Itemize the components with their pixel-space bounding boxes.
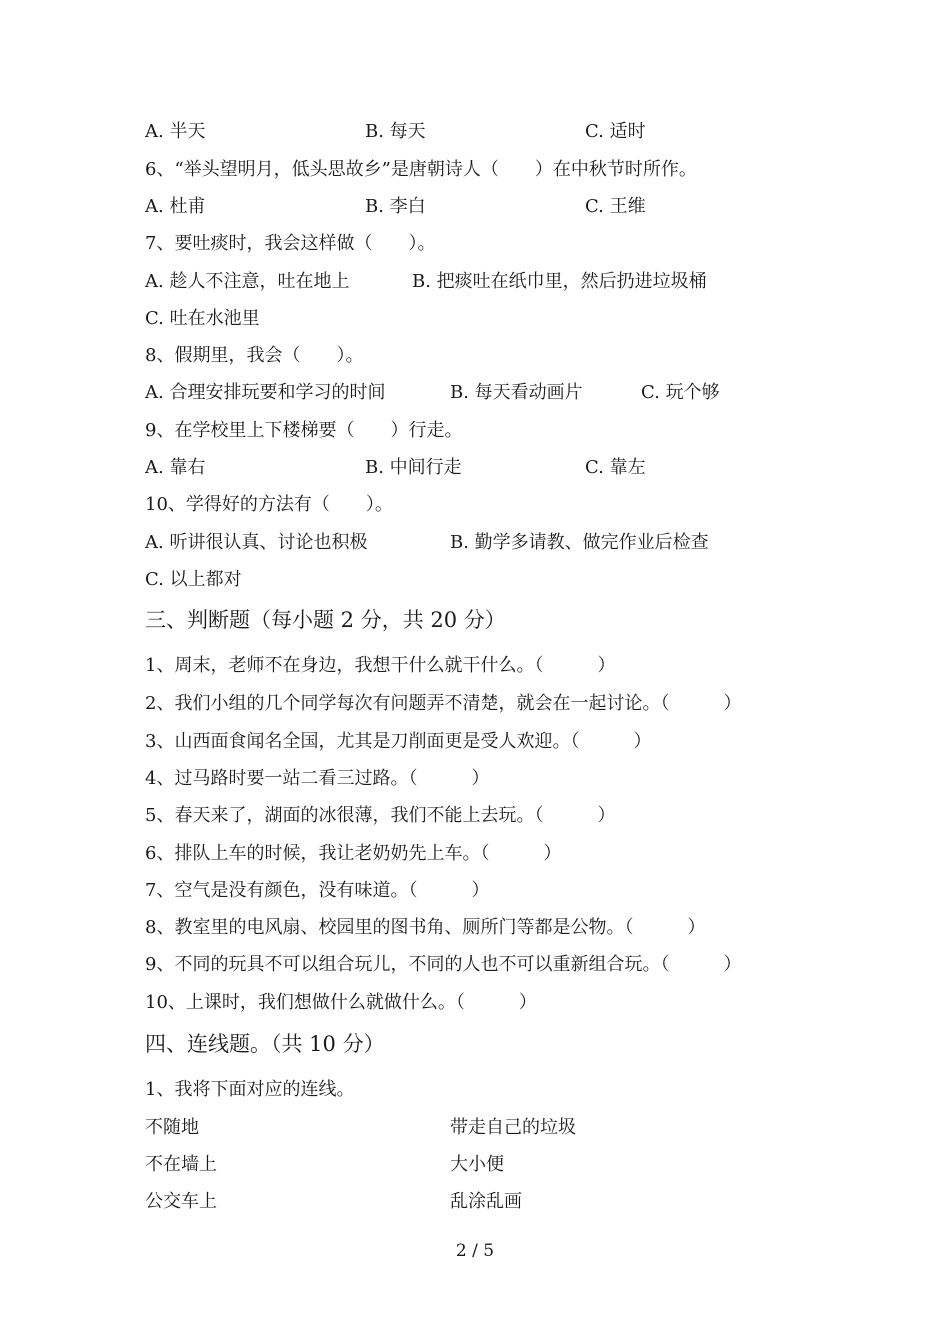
judge-item: 4、过马路时要一站二看三过路。（ ） — [145, 768, 490, 789]
q9-option-b: B. 中间行走 — [365, 457, 462, 478]
match-left-item: 公交车上 — [145, 1191, 217, 1212]
q7-option-a: A. 趁人不注意，吐在地上 — [145, 271, 350, 292]
q5-option-c: C. 适时 — [585, 121, 646, 142]
q10-option-b: B. 勤学多请教、做完作业后检查 — [450, 532, 709, 553]
q8-option-b: B. 每天看动画片 — [450, 382, 583, 403]
judge-item: 10、上课时，我们想做什么就做什么。（ ） — [145, 992, 537, 1013]
q9-stem: 9、在学校里上下楼梯要（ ）行走。 — [145, 420, 463, 441]
match-right-item: 乱涂乱画 — [450, 1191, 522, 1212]
q7-option-c: C. 吐在水池里 — [145, 308, 260, 329]
q8-option-c: C. 玩个够 — [641, 382, 720, 403]
judge-item: 1、周末，老师不在身边，我想干什么就干什么。（ ） — [145, 655, 616, 676]
q6-stem: 6、“举头望明月，低头思故乡”是唐朝诗人（ ）在中秋节时所作。 — [145, 159, 697, 180]
q6-option-c: C. 王维 — [585, 196, 646, 217]
q5-option-a: A. 半天 — [145, 121, 206, 142]
q9-option-c: C. 靠左 — [585, 457, 646, 478]
q10-stem: 10、学得好的方法有（ ）。 — [145, 494, 393, 515]
judge-item: 7、空气是没有颜色，没有味道。（ ） — [145, 880, 490, 901]
page-number: 2 / 5 — [455, 1241, 495, 1261]
match-right-item: 带走自己的垃圾 — [450, 1117, 576, 1138]
match-left-item: 不在墙上 — [145, 1154, 217, 1175]
q5-option-b: B. 每天 — [365, 121, 426, 142]
match-right-item: 大小便 — [450, 1154, 504, 1175]
section4-heading: 四、连线题。（共 10 分） — [145, 1032, 385, 1056]
section4-instruction: 1、我将下面对应的连线。 — [145, 1079, 355, 1100]
q7-option-b: B. 把痰吐在纸巾里，然后扔进垃圾桶 — [412, 271, 707, 292]
q10-option-c: C. 以上都对 — [145, 569, 242, 590]
match-left-item: 不随地 — [145, 1117, 199, 1138]
q8-stem: 8、假期里，我会（ ）。 — [145, 345, 364, 366]
q10-option-a: A. 听讲很认真、讨论也积极 — [145, 532, 368, 553]
judge-item: 5、春天来了，湖面的冰很薄，我们不能上去玩。（ ） — [145, 805, 616, 826]
q9-option-a: A. 靠右 — [145, 457, 206, 478]
judge-item: 8、教室里的电风扇、校园里的图书角、厕所门等都是公物。（ ） — [145, 917, 706, 938]
judge-item: 2、我们小组的几个同学每次有问题弄不清楚，就会在一起讨论。（ ） — [145, 693, 742, 714]
q8-option-a: A. 合理安排玩要和学习的时间 — [145, 382, 386, 403]
q6-option-a: A. 杜甫 — [145, 196, 206, 217]
judge-item: 3、山西面食闻名全国，尤其是刀削面更是受人欢迎。（ ） — [145, 731, 652, 752]
q7-stem: 7、要吐痰时，我会这样做（ ）。 — [145, 233, 436, 254]
section3-heading: 三、判断题（每小题 2 分，共 20 分） — [145, 608, 506, 632]
q6-option-b: B. 李白 — [365, 196, 426, 217]
judge-item: 9、不同的玩具不可以组合玩儿，不同的人也不可以重新组合玩。（ ） — [145, 954, 742, 975]
judge-item: 6、排队上车的时候，我让老奶奶先上车。（ ） — [145, 843, 562, 864]
